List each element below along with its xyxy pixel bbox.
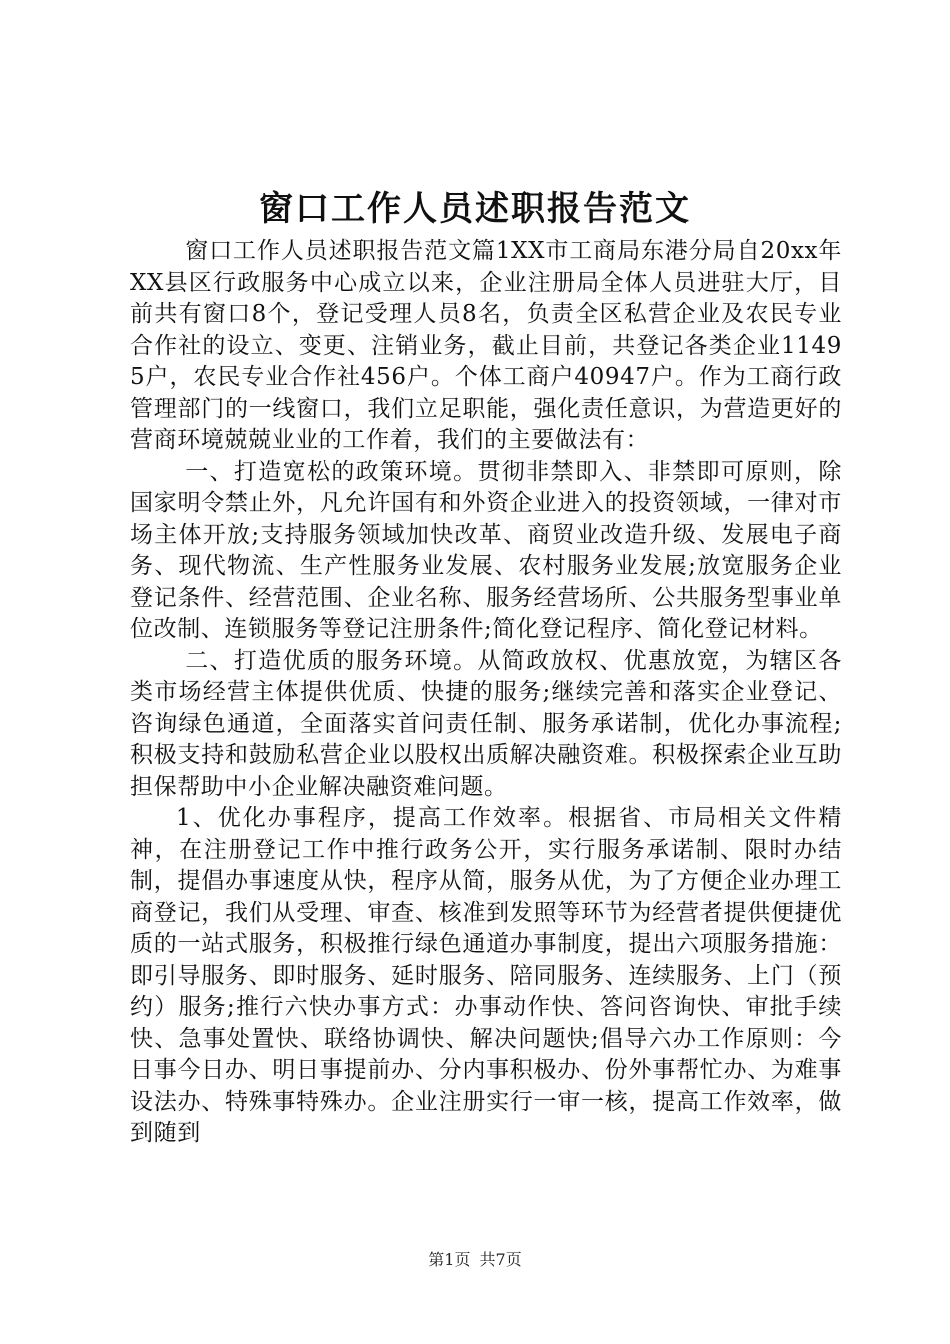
paragraph-service-environment: 二、打造优质的服务环境。从简政放权、优惠放宽，为辖区各类市场经营主体提供优质、快捷的服务;继续完善和落实企业登记、咨询绿色通道，全面落实首问责任制、服务承诺制，优化办事流程;积极支持和鼓励私营企业以股权出质解决融资难。积极探索企业互助担保帮助中小企业解决融资难问题。 [130,647,842,800]
paragraph-intro: 窗口工作人员述职报告范文篇1XX市工商局东港分局自20xx年XX县区行政服务中心成立以来，企业注册局全体人员进驻大厅，目前共有窗口8个，登记受理人员8名，负责全区私营企业及农民专业合作社的设立、变更、注销业务，截止目前，共登记各类企业11495户，农民专业合作社456户。个体工商户40947户。作为工商行政管理部门的一线窗口，我们立足职能，强化责任意识，为营造更好的营商环境兢兢业业的工作着，我们的主要做法有： [130,238,842,453]
page-footer [0,1247,950,1270]
paragraph-policy-environment: 一、打造宽松的政策环境。贯彻非禁即入、非禁即可原则，除国家明令禁止外，凡允许国有和外资企业进入的投资领域，一律对市场主体开放;支持服务领域加快改革、商贸业改造升级、发展电子商务、现代物流、生产性服务业发展、农村服务业发展;放宽服务企业登记条件、经营范围、企业名称、服务经营场所、公共服务型事业单位改制、连锁服务等登记注册条件;简化登记程序、简化登记材料。 [130,458,842,642]
document-title: 窗口工作人员述职报告范文 [259,189,691,229]
page-number: 第1页 [428,1250,471,1269]
page-total: 共7页 [479,1250,522,1269]
document-body [130,236,842,1150]
paragraph-optimize-procedure: 1、优化办事程序，提高工作效率。根据省、市局相关文件精神，在注册登记工作中推行政务公开，实行服务承诺制、限时办结制，提倡办事速度从快，程序从简，服务从优，为了方便企业办理工商登记，我们从受理、审查、核准到发照等环节为经营者提供便捷优质的一站式服务，积极推行绿色通道办事制度，提出六项服务措施：即引导服务、即时服务、延时服务、陪同服务、连续服务、上门（预约）服务;推行六快办事方式：办事动作快、答问咨询快、审批手续快、急事处置快、联络协调快、解决问题快;倡导六办工作原则：今日事今日办、明日事提前办、分内事积极办、份外事帮忙办、为难事设法办、特殊事特殊办。企业注册实行一审一核，提高工作效率，做到随到 [130,805,842,1146]
